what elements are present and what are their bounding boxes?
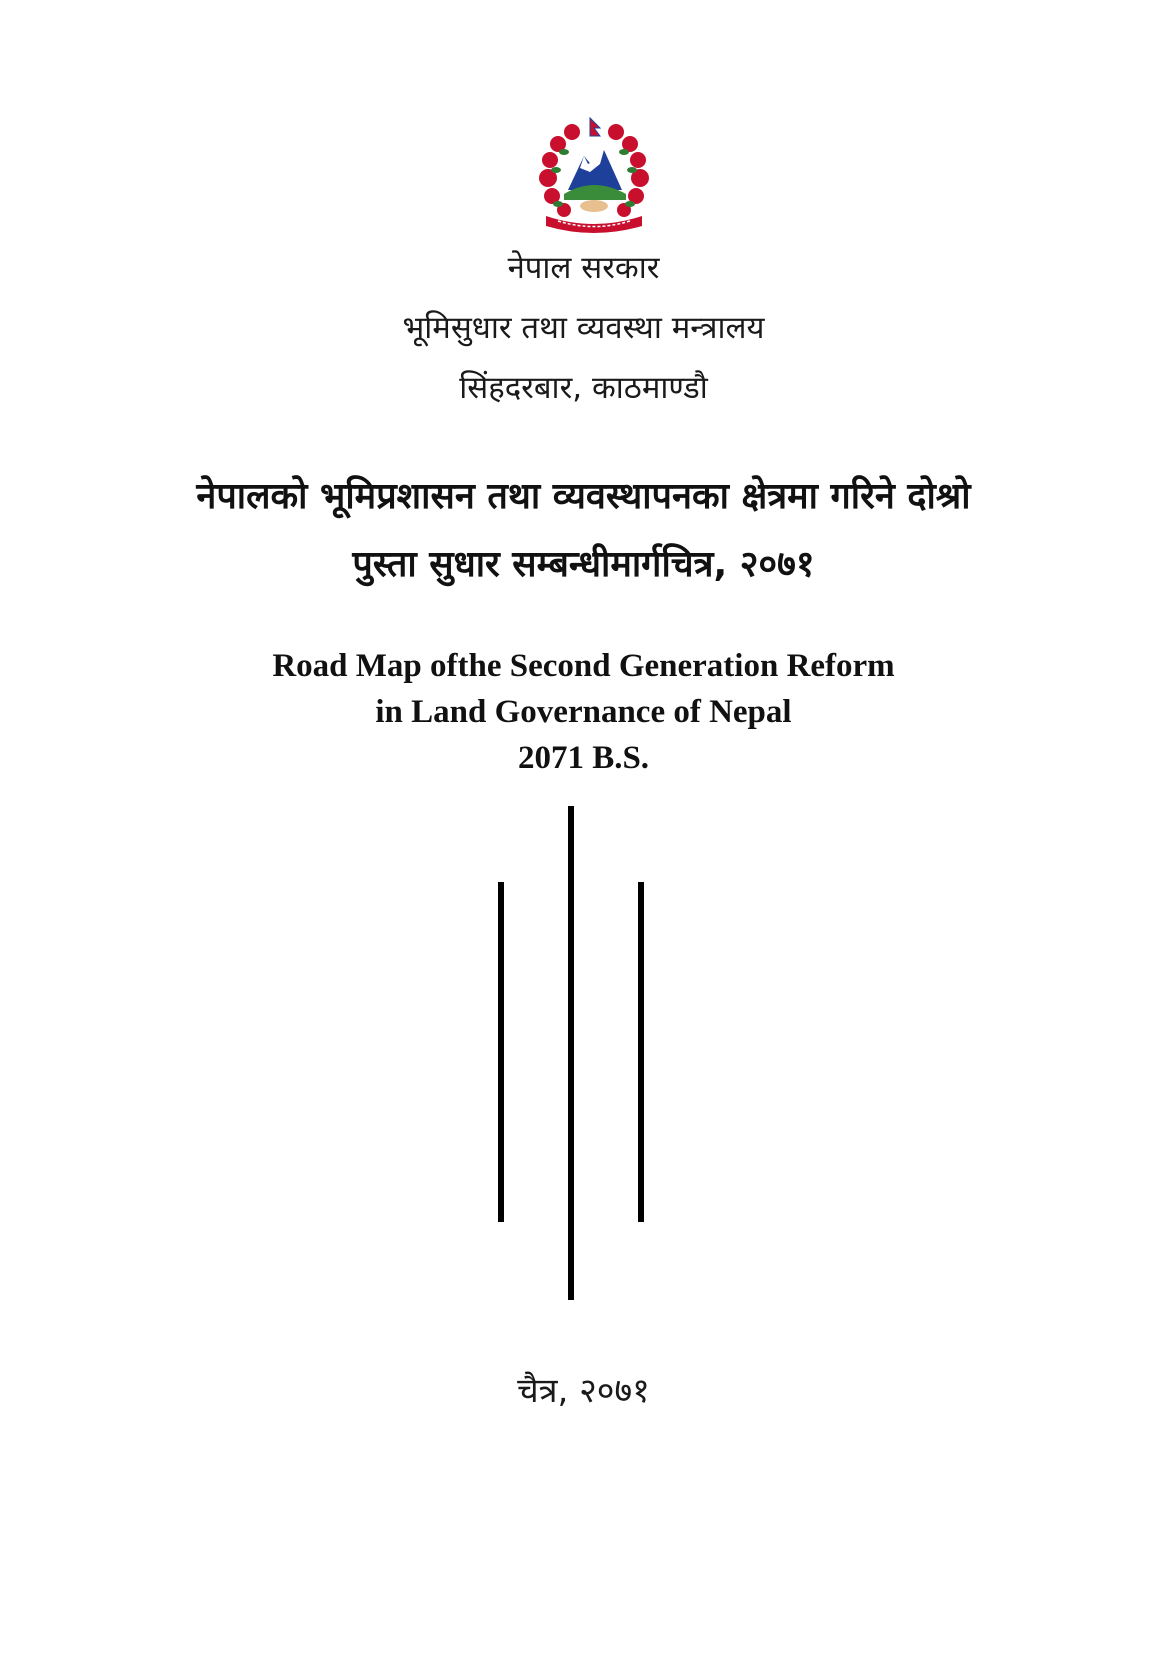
government-emblem (528, 116, 660, 236)
english-title-line-1: Road Map ofthe Second Generation Reform (272, 648, 895, 684)
decorative-bar-right (638, 882, 644, 1222)
government-name: नेपाल सरकार (507, 250, 660, 286)
nepali-title-line-2: पुस्ता सुधार सम्बन्धीमार्गचित्र, २०७१ (352, 544, 815, 585)
ministry-address: सिंहदरबार, काठमाण्डौ (459, 370, 708, 406)
decorative-bar-center (568, 806, 574, 1300)
english-title-line-2: in Land Governance of Nepal (375, 694, 792, 730)
nepali-title-line-1: नेपालको भूमिप्रशासन तथा व्यवस्थापनका क्षेत्रमा गरिने दोश्रो (196, 476, 971, 517)
ministry-name: भूमिसुधार तथा व्यवस्था मन्त्रालय (402, 310, 765, 346)
publication-date: चैत्र, २०७१ (517, 1371, 650, 1411)
decorative-bar-left (498, 882, 504, 1222)
english-title-year: 2071 B.S. (517, 740, 650, 776)
